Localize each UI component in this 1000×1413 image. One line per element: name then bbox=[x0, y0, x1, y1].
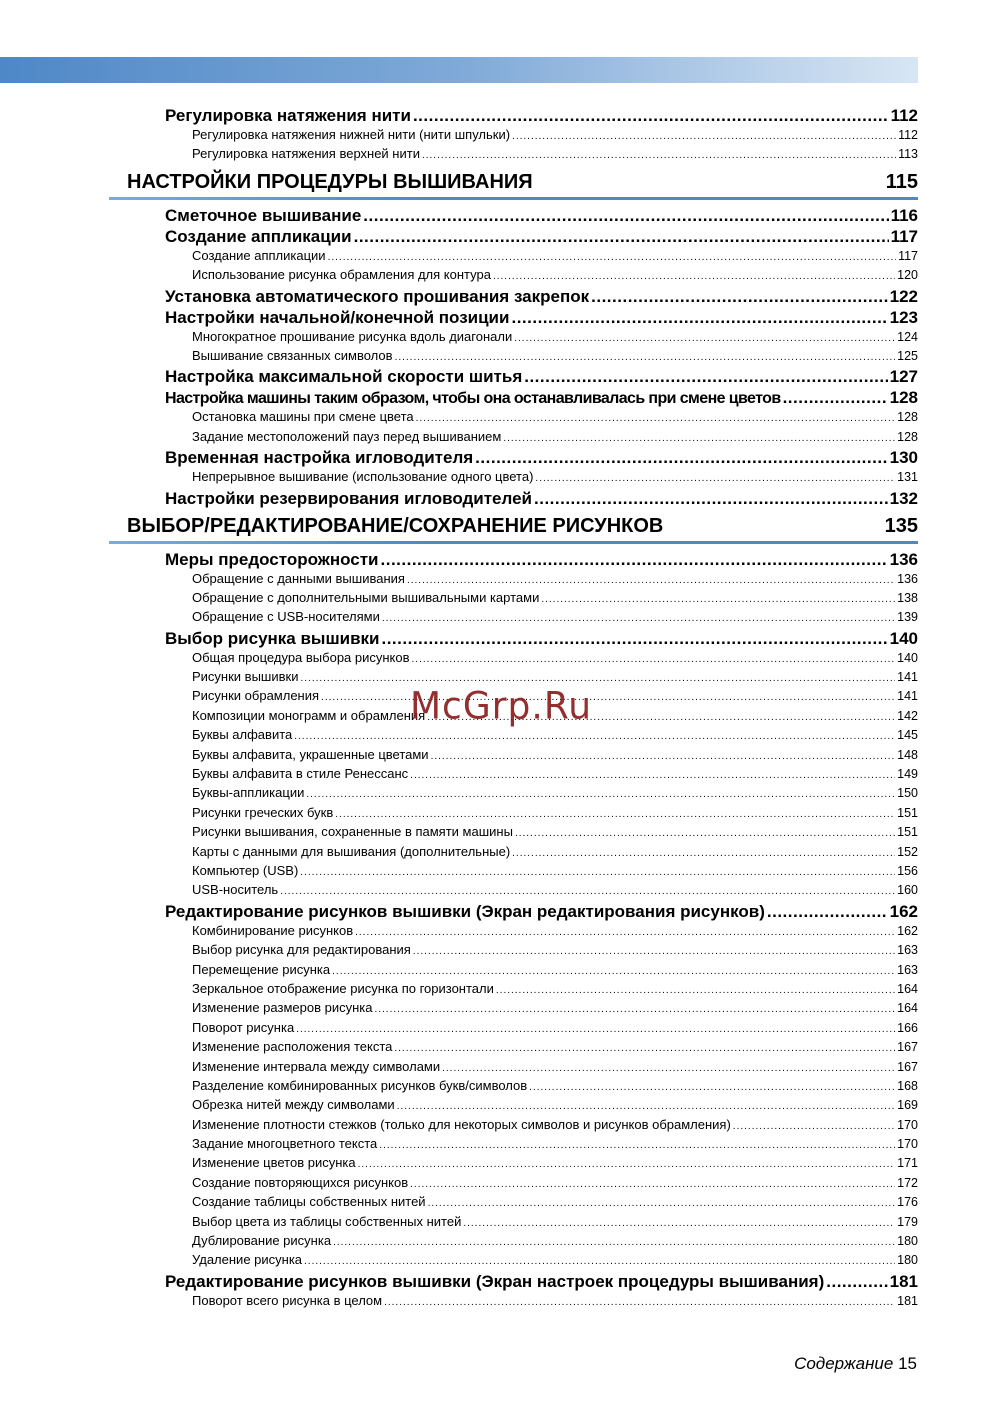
chapter-heading[interactable] bbox=[127, 171, 918, 197]
toc-entry-title: Установка автоматического прошивания закрепок bbox=[165, 286, 590, 306]
toc-entry-page-number: 151 bbox=[897, 805, 918, 820]
toc-section-entry[interactable] bbox=[165, 287, 918, 308]
dot-leader bbox=[733, 1121, 895, 1132]
chapter-page-number: 115 bbox=[885, 170, 918, 193]
toc-entry-page-number: 142 bbox=[897, 708, 918, 723]
chapter-heading[interactable] bbox=[127, 515, 918, 541]
toc-entry-page-number: 112 bbox=[890, 106, 918, 125]
toc-entry-page-number: 152 bbox=[897, 844, 918, 859]
toc-subsection-entry[interactable] bbox=[192, 1078, 918, 1097]
toc-entry-title: Создание таблицы собственных нитей bbox=[192, 1194, 426, 1210]
dot-leader bbox=[496, 985, 895, 996]
toc-entry-page-number: 128 bbox=[889, 388, 918, 408]
toc-entry-page-number: 136 bbox=[897, 571, 918, 586]
toc-entry-page-number: 128 bbox=[897, 429, 918, 444]
dot-leader bbox=[524, 367, 887, 387]
toc-subsection-entry[interactable] bbox=[192, 1000, 918, 1019]
toc-entry-title: Разделение комбинированных рисунков букв/символов bbox=[192, 1077, 528, 1093]
toc-entry-page-number: 180 bbox=[897, 1234, 918, 1249]
toc-entry-page-number: 123 bbox=[889, 307, 918, 327]
dot-leader bbox=[475, 448, 887, 468]
toc-entry-page-number: 131 bbox=[897, 470, 918, 485]
toc-section-entry[interactable] bbox=[165, 308, 918, 329]
toc-entry-page-number: 171 bbox=[897, 1156, 918, 1171]
dot-leader bbox=[422, 150, 896, 161]
toc-entry-page-number: 148 bbox=[897, 747, 918, 762]
toc-entry-title: Выбор цвета из таблицы собственных нитей bbox=[192, 1213, 462, 1229]
dot-leader bbox=[300, 867, 895, 878]
toc-entry-title: Настройка машины таким образом, чтобы она останавливалась при смене цветов bbox=[165, 390, 781, 408]
toc-entry-page-number: 170 bbox=[897, 1117, 918, 1132]
dot-leader bbox=[379, 1140, 895, 1151]
toc-entry-page-number: 172 bbox=[897, 1175, 918, 1190]
toc-section-entry[interactable] bbox=[165, 1272, 918, 1293]
toc-subsection-entry[interactable] bbox=[192, 1175, 918, 1194]
toc-entry-title: Выбор рисунка вышивки bbox=[165, 628, 380, 648]
dot-leader bbox=[767, 902, 888, 922]
toc-entry-page-number: 179 bbox=[897, 1214, 918, 1229]
dot-leader bbox=[363, 206, 888, 226]
toc-entry-page-number: 138 bbox=[897, 590, 918, 605]
toc-entry-title: Редактирование рисунков вышивки (Экран редактирования рисунков) bbox=[165, 901, 765, 921]
toc-entry-title: Перемещение рисунка bbox=[192, 961, 331, 977]
toc-entry-page-number: 170 bbox=[897, 1137, 918, 1152]
toc-entry-page-number: 156 bbox=[897, 863, 918, 878]
toc-entry-title: Многократное прошивание рисунка вдоль диагонали bbox=[192, 328, 513, 344]
footer-label: Содержание bbox=[794, 1354, 894, 1373]
toc-entry-title: Задание местоположений пауз перед вышиванием bbox=[192, 428, 502, 444]
toc-entry-title: Вышивание связанных символов bbox=[192, 347, 393, 363]
toc-subsection-entry[interactable] bbox=[192, 785, 918, 804]
toc-entry-title: Регулировка натяжения нити bbox=[165, 106, 411, 125]
toc-entry-page-number: 141 bbox=[897, 670, 918, 685]
toc-entry-page-number: 127 bbox=[889, 367, 918, 387]
toc-subsection-entry[interactable] bbox=[192, 1020, 918, 1039]
toc-entry-page-number: 120 bbox=[897, 268, 918, 283]
toc-entry-page-number: 162 bbox=[897, 923, 918, 938]
toc-subsection-entry[interactable] bbox=[192, 329, 918, 348]
toc-entry-page-number: 139 bbox=[897, 610, 918, 625]
toc-entry-title: Дублирование рисунка bbox=[192, 1233, 332, 1249]
dot-leader bbox=[381, 629, 887, 649]
dot-leader bbox=[416, 413, 895, 424]
toc-subsection-entry[interactable] bbox=[192, 747, 918, 766]
toc-entry-title: Буквы-аппликации bbox=[192, 785, 305, 801]
footer-page-number: 15 bbox=[898, 1354, 917, 1373]
dot-leader bbox=[541, 594, 895, 605]
dot-leader bbox=[300, 673, 895, 684]
toc-entry-page-number: 163 bbox=[897, 943, 918, 958]
toc-section-entry[interactable] bbox=[165, 227, 918, 248]
toc-entry-page-number: 150 bbox=[897, 786, 918, 801]
toc-entry-title: Настройки начальной/конечной позиции bbox=[165, 307, 510, 327]
toc-entry-page-number: 128 bbox=[897, 410, 918, 425]
toc-entry-page-number: 124 bbox=[897, 329, 918, 344]
toc-entry-title: Создание повторяющихся рисунков bbox=[192, 1174, 409, 1190]
toc-section-entry[interactable] bbox=[165, 106, 918, 127]
toc-entry-title: Композиции монограмм и обрамления bbox=[192, 707, 426, 723]
toc-entry-title: Использование рисунка обрамления для контура bbox=[192, 267, 491, 283]
toc-entry-page-number: 140 bbox=[897, 650, 918, 665]
toc-entry-title: Рисунки вышивания, сохраненные в памяти машины bbox=[192, 824, 513, 840]
toc-entry-title: Обращение с данными вышивания bbox=[192, 570, 405, 586]
toc-section-entry[interactable] bbox=[165, 367, 918, 388]
toc-subsection-entry[interactable] bbox=[192, 1252, 918, 1271]
toc-entry-title: Создание аппликации bbox=[165, 226, 352, 246]
dot-leader bbox=[296, 1024, 895, 1035]
toc-subsection-entry[interactable] bbox=[192, 409, 918, 428]
toc-entry-title: Меры предосторожности bbox=[165, 549, 379, 569]
toc-subsection-entry[interactable] bbox=[192, 1155, 918, 1174]
toc-entry-page-number: 149 bbox=[897, 767, 918, 782]
dot-leader bbox=[304, 1256, 895, 1267]
toc-subsection-entry[interactable] bbox=[192, 1194, 918, 1213]
toc-subsection-entry[interactable] bbox=[192, 766, 918, 785]
toc-subsection-entry[interactable] bbox=[192, 1136, 918, 1155]
toc-entry-title: Буквы алфавита в стиле Ренессанс bbox=[192, 766, 409, 782]
toc-subsection-entry[interactable] bbox=[192, 429, 918, 448]
chapter-rule bbox=[109, 197, 918, 200]
dot-leader bbox=[529, 1082, 895, 1093]
header-decorative-bar bbox=[0, 57, 918, 83]
dot-leader bbox=[493, 271, 895, 282]
toc-subsection-entry[interactable] bbox=[192, 469, 918, 488]
toc-entry-title: Изменение интервала между символами bbox=[192, 1058, 441, 1074]
toc-entry-title: Обрезка нитей между символами bbox=[192, 1097, 395, 1113]
toc-entry-page-number: 132 bbox=[889, 488, 918, 508]
toc-entry-title: Временная настройка игловодителя bbox=[165, 448, 474, 468]
toc-section-entry[interactable] bbox=[165, 206, 918, 227]
toc-subsection-entry[interactable] bbox=[192, 1097, 918, 1116]
toc-entry-title: Регулировка натяжения верхней нити bbox=[192, 146, 420, 162]
toc-entry-title: Изменение размеров рисунка bbox=[192, 1000, 373, 1016]
dot-leader bbox=[395, 352, 896, 363]
dot-leader bbox=[413, 106, 889, 126]
dot-leader bbox=[512, 848, 895, 859]
toc-subsection-entry[interactable] bbox=[192, 127, 918, 146]
toc-entry-title: Зеркальное отображение рисунка по горизонтали bbox=[192, 980, 494, 996]
toc-subsection-entry[interactable] bbox=[192, 1059, 918, 1078]
toc-entry-title: Поворот всего рисунка в целом bbox=[192, 1292, 383, 1308]
dot-leader bbox=[412, 654, 896, 665]
dot-leader bbox=[335, 809, 895, 820]
dot-leader bbox=[355, 927, 895, 938]
toc-entry-title: Компьютер (USB) bbox=[192, 862, 299, 878]
toc-entry-page-number: 117 bbox=[890, 226, 918, 246]
toc-entry-title: Настройка максимальной скорости шитья bbox=[165, 367, 523, 387]
dot-leader bbox=[321, 692, 895, 703]
toc-entry-title: Непрерывное вышивание (использование одного цвета) bbox=[192, 469, 534, 485]
toc-subsection-entry[interactable] bbox=[192, 727, 918, 746]
toc-entry-page-number: 181 bbox=[897, 1293, 918, 1308]
toc-entry-title: Карты с данными для вышивания (дополнительные) bbox=[192, 843, 511, 859]
toc-entry-page-number: 113 bbox=[898, 147, 918, 162]
dot-leader bbox=[397, 1101, 895, 1112]
dot-leader bbox=[332, 966, 895, 977]
toc-section-entry[interactable] bbox=[165, 388, 918, 409]
toc-entry-page-number: 167 bbox=[897, 1059, 918, 1074]
toc-entry-title: Комбинирование рисунков bbox=[192, 922, 354, 938]
dot-leader bbox=[783, 388, 888, 408]
dot-leader bbox=[374, 1004, 895, 1015]
toc-entry-title: Удаление рисунка bbox=[192, 1252, 303, 1268]
toc-subsection-entry[interactable] bbox=[192, 590, 918, 609]
toc-entry-page-number: 117 bbox=[898, 248, 918, 263]
toc-subsection-entry[interactable] bbox=[192, 882, 918, 901]
toc-subsection-entry[interactable] bbox=[192, 824, 918, 843]
dot-leader bbox=[407, 575, 895, 586]
toc-subsection-entry[interactable] bbox=[192, 609, 918, 628]
toc-entry-page-number: 136 bbox=[889, 549, 918, 569]
dot-leader bbox=[381, 550, 888, 570]
dot-leader bbox=[328, 252, 896, 263]
toc-subsection-entry[interactable] bbox=[192, 1117, 918, 1136]
dot-leader bbox=[463, 1218, 895, 1229]
toc-entry-title: Задание многоцветного текста bbox=[192, 1136, 378, 1152]
toc-section-entry[interactable] bbox=[165, 448, 918, 469]
dot-leader bbox=[515, 828, 895, 839]
toc-subsection-entry[interactable] bbox=[192, 923, 918, 942]
toc-entry-title: Изменение плотности стежков (только для некоторых символов и рисунков обрамления) bbox=[192, 1116, 731, 1132]
toc-entry-title: USB-носитель bbox=[192, 882, 279, 898]
toc-entry-title: Регулировка натяжения нижней нити (нити шпульки) bbox=[192, 127, 511, 142]
dot-leader bbox=[410, 1179, 895, 1190]
toc-entry-page-number: 164 bbox=[897, 981, 918, 996]
toc-subsection-entry[interactable] bbox=[192, 571, 918, 590]
toc-subsection-entry[interactable] bbox=[192, 1233, 918, 1252]
dot-leader bbox=[512, 131, 896, 142]
chapter-title: ВЫБОР/РЕДАКТИРОВАНИЕ/СОХРАНЕНИЕ РИСУНКОВ bbox=[127, 514, 664, 537]
toc-subsection-entry[interactable] bbox=[192, 942, 918, 961]
toc-subsection-entry[interactable] bbox=[192, 805, 918, 824]
page-footer bbox=[794, 1354, 917, 1374]
toc-entry-page-number: 176 bbox=[897, 1195, 918, 1210]
toc-subsection-entry[interactable] bbox=[192, 981, 918, 1000]
toc-entry-page-number: 162 bbox=[889, 901, 918, 921]
toc-entry-page-number: 169 bbox=[897, 1098, 918, 1113]
toc-entry-page-number: 168 bbox=[897, 1078, 918, 1093]
toc-section-entry[interactable] bbox=[165, 629, 918, 650]
toc-subsection-entry[interactable] bbox=[192, 146, 918, 165]
toc-entry-page-number: 167 bbox=[897, 1040, 918, 1055]
toc-entry-title: Рисунки вышивки bbox=[192, 669, 299, 685]
toc-entry-page-number: 151 bbox=[897, 825, 918, 840]
dot-leader bbox=[410, 770, 895, 781]
toc-entry-page-number: 141 bbox=[897, 689, 918, 704]
dot-leader bbox=[294, 731, 895, 742]
toc-entry-title: Обращение с USB-носителями bbox=[192, 609, 380, 625]
toc-entry-title: Изменение расположения текста bbox=[192, 1039, 393, 1055]
dot-leader bbox=[358, 1159, 896, 1170]
toc-subsection-entry[interactable] bbox=[192, 1293, 918, 1312]
watermark: McGrp.Ru bbox=[410, 684, 593, 729]
toc-entry-page-number: 140 bbox=[889, 628, 918, 648]
toc-entry-page-number: 125 bbox=[897, 348, 918, 363]
toc-entry-title: Буквы алфавита, украшенные цветами bbox=[192, 746, 429, 762]
dot-leader bbox=[394, 1043, 895, 1054]
dot-leader bbox=[428, 1198, 896, 1209]
chapter-page-number: 135 bbox=[884, 514, 918, 537]
dot-leader bbox=[280, 886, 895, 897]
toc-entry-title: Общая процедура выбора рисунков bbox=[192, 649, 410, 665]
chapter-rule bbox=[109, 541, 918, 544]
toc-subsection-entry[interactable] bbox=[192, 962, 918, 981]
toc-entry-title: Выбор рисунка для редактирования bbox=[192, 942, 411, 958]
dot-leader bbox=[413, 946, 895, 957]
dot-leader bbox=[333, 1237, 895, 1248]
toc-entry-page-number: 181 bbox=[889, 1271, 918, 1291]
dot-leader bbox=[306, 789, 895, 800]
toc-entry-page-number: 164 bbox=[897, 1001, 918, 1016]
toc-entry-title: Сметочное вышивание bbox=[165, 205, 362, 225]
dot-leader bbox=[514, 333, 895, 344]
toc-entry-title: Обращение с дополнительными вышивальными картами bbox=[192, 589, 540, 605]
dot-leader bbox=[511, 308, 887, 328]
toc-entry-page-number: 160 bbox=[897, 883, 918, 898]
toc-entry-page-number: 145 bbox=[897, 728, 918, 743]
toc-entry-title: Изменение цветов рисунка bbox=[192, 1155, 356, 1171]
dot-leader bbox=[534, 489, 888, 509]
dot-leader bbox=[442, 1063, 895, 1074]
toc-entry-page-number: 180 bbox=[897, 1253, 918, 1268]
toc-subsection-entry[interactable] bbox=[192, 348, 918, 367]
toc-entry-page-number: 112 bbox=[898, 128, 918, 142]
toc-subsection-entry[interactable] bbox=[192, 650, 918, 669]
chapter-title: НАСТРОЙКИ ПРОЦЕДУРЫ ВЫШИВАНИЯ bbox=[127, 170, 533, 193]
toc-subsection-entry[interactable] bbox=[192, 1039, 918, 1058]
toc-entry-page-number: 166 bbox=[897, 1020, 918, 1035]
toc-entry-page-number: 163 bbox=[897, 962, 918, 977]
toc-entry-title: Рисунки греческих букв bbox=[192, 804, 334, 820]
toc-entry-title: Рисунки обрамления bbox=[192, 688, 320, 704]
dot-leader bbox=[354, 227, 889, 247]
toc-subsection-entry[interactable] bbox=[192, 248, 918, 267]
dot-leader bbox=[431, 751, 896, 762]
dot-leader bbox=[503, 433, 895, 444]
dot-leader bbox=[535, 473, 895, 484]
toc-subsection-entry[interactable] bbox=[192, 844, 918, 863]
toc-subsection-entry[interactable] bbox=[192, 267, 918, 286]
toc-section-entry[interactable] bbox=[165, 489, 918, 510]
toc-subsection-entry[interactable] bbox=[192, 863, 918, 882]
toc-entry-page-number: 130 bbox=[889, 448, 918, 468]
toc-entry-page-number: 116 bbox=[890, 205, 918, 225]
toc-subsection-entry[interactable] bbox=[192, 1214, 918, 1233]
toc-entry-title: Настройки резервирования игловодителей bbox=[165, 488, 532, 508]
toc-entry-title: Поворот рисунка bbox=[192, 1019, 295, 1035]
toc-entry-title: Остановка машины при смене цвета bbox=[192, 409, 414, 425]
dot-leader bbox=[384, 1297, 895, 1308]
toc-entry-title: Редактирование рисунков вышивки (Экран настроек процедуры вышивания) bbox=[165, 1271, 825, 1291]
toc-entry-title: Создание аппликации bbox=[192, 247, 326, 263]
dot-leader bbox=[382, 613, 895, 624]
toc-entry-page-number: 122 bbox=[889, 286, 918, 306]
dot-leader bbox=[826, 1272, 887, 1292]
toc-section-entry[interactable] bbox=[165, 902, 918, 923]
dot-leader bbox=[591, 287, 887, 307]
toc-section-entry[interactable] bbox=[165, 550, 918, 571]
toc-entry-title: Буквы алфавита bbox=[192, 727, 293, 743]
